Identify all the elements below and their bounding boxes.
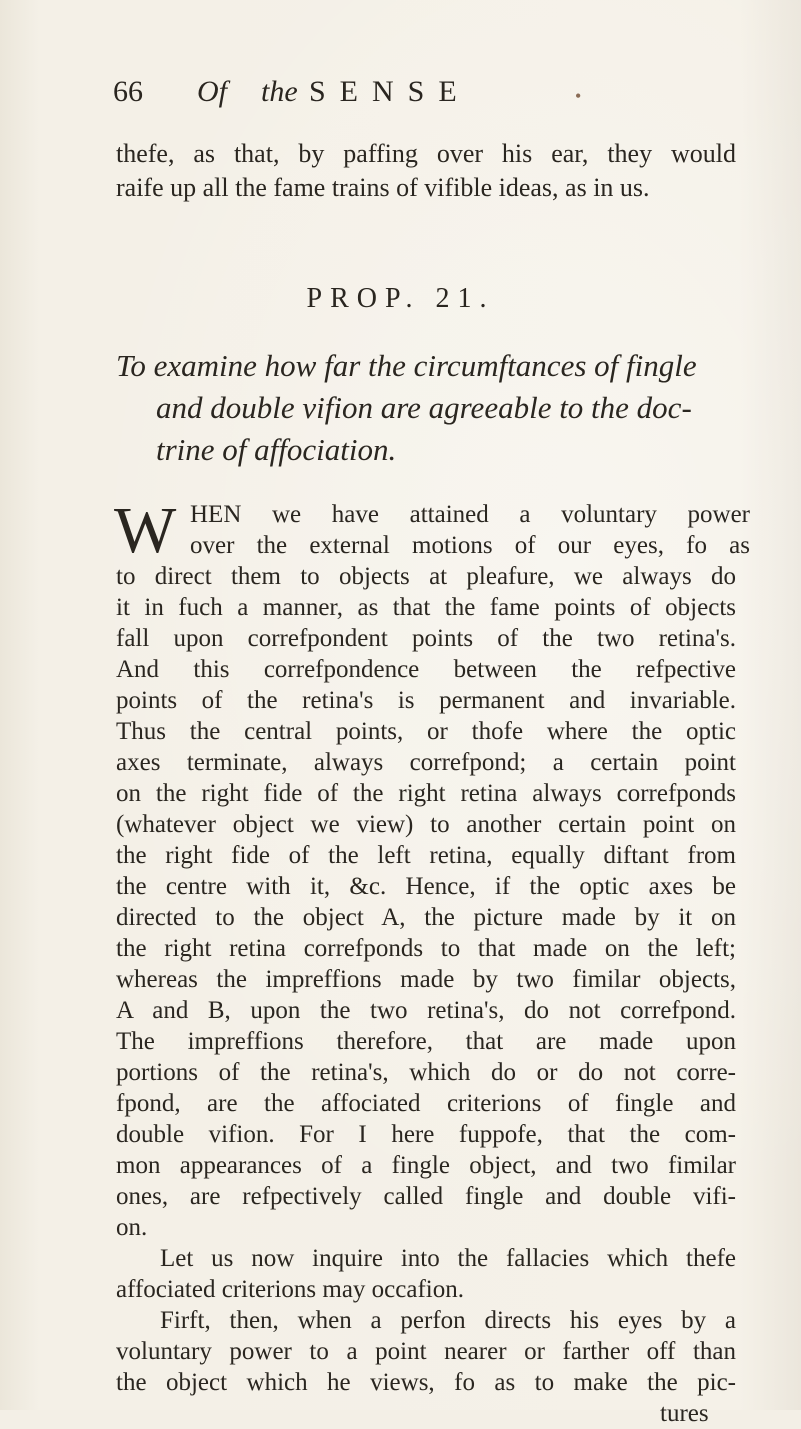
intro-line-1: thefe, as that, by paffing over his ear, they would	[116, 139, 736, 168]
body-line: directed to the object A, the picture made by it on	[116, 904, 736, 931]
body-line: it in fuch a manner, as that the fame points of objects	[116, 594, 736, 621]
body-line: points of the retina's is permanent and invariable.	[116, 687, 736, 714]
body-line: the right retina correfponds to that made on the left;	[116, 935, 736, 962]
body-line: fall upon correfpondent points of the two retina's.	[116, 625, 736, 652]
heading-line-1: To examine how far the circumftances of fingle	[116, 348, 697, 383]
body-line: And this correfpondence between the refpective	[116, 656, 736, 683]
drop-cap: W	[114, 494, 177, 567]
body-line: to direct them to objects at pleafure, we always do	[116, 563, 736, 590]
body-line: fpond, are the affociated criterions of fingle and	[116, 1090, 736, 1117]
heading-line-3: trine of affociation.	[156, 432, 397, 467]
body-line: (whatever object we view) to another certain point on	[116, 811, 736, 838]
body-line: on.	[116, 1214, 148, 1241]
body-line: portions of the retina's, which do or do not corre-	[116, 1059, 736, 1086]
body-line: axes terminate, always correfpond; a certain point	[116, 749, 736, 776]
paragraph3-line-1: Firft, then, when a perfon directs his eyes by a	[160, 1307, 736, 1334]
header-title-of: Of	[197, 75, 227, 108]
body-line: The impreffions therefore, that are made upon	[116, 1028, 736, 1055]
page-number: 66	[113, 75, 143, 108]
body-line: on the right fide of the right retina always correfponds	[116, 780, 736, 807]
body-line: double vifion. For I here fuppofe, that the com-	[116, 1121, 736, 1148]
body-line: A and B, upon the two retina's, do not correfpond.	[116, 997, 736, 1024]
paragraph2-line-1: Let us now inquire into the fallacies which thefe	[160, 1245, 736, 1272]
running-header	[113, 72, 713, 112]
header-title-sense: SENSE	[309, 75, 471, 108]
body-second-line: over the external motions of our eyes, fo as	[190, 532, 750, 559]
body-line: the right fide of the left retina, equally diftant from	[116, 842, 736, 869]
heading-line-2: and double vifion are agreeable to the doc-	[156, 390, 692, 425]
paragraph2-line-2: affociated criterions may occafion.	[116, 1276, 464, 1303]
body-line: whereas the impreffions made by two fimilar objects,	[116, 966, 736, 993]
proposition-label: PROP. 21.	[306, 283, 495, 314]
body-line: the centre with it, &c. Hence, if the optic axes be	[116, 873, 736, 900]
header-ornament: •	[575, 86, 582, 106]
body-first-line: HEN we have attained a voluntary power	[190, 501, 750, 528]
intro-line-2: raife up all the fame trains of vifible ideas, as in us.	[116, 173, 650, 202]
body-line: ones, are refpectively called fingle and double vifi-	[116, 1183, 736, 1210]
header-title-the: the	[261, 75, 298, 108]
body-line: mon appearances of a fingle object, and two fimilar	[116, 1152, 736, 1179]
body-line: Thus the central points, or thofe where the optic	[116, 718, 736, 745]
paragraph3-line-3: the object which he views, fo as to make the pic-	[116, 1369, 736, 1396]
catchword: tures	[660, 1400, 709, 1427]
paragraph3-line-2: voluntary power to a point nearer or farther off than	[116, 1338, 736, 1365]
